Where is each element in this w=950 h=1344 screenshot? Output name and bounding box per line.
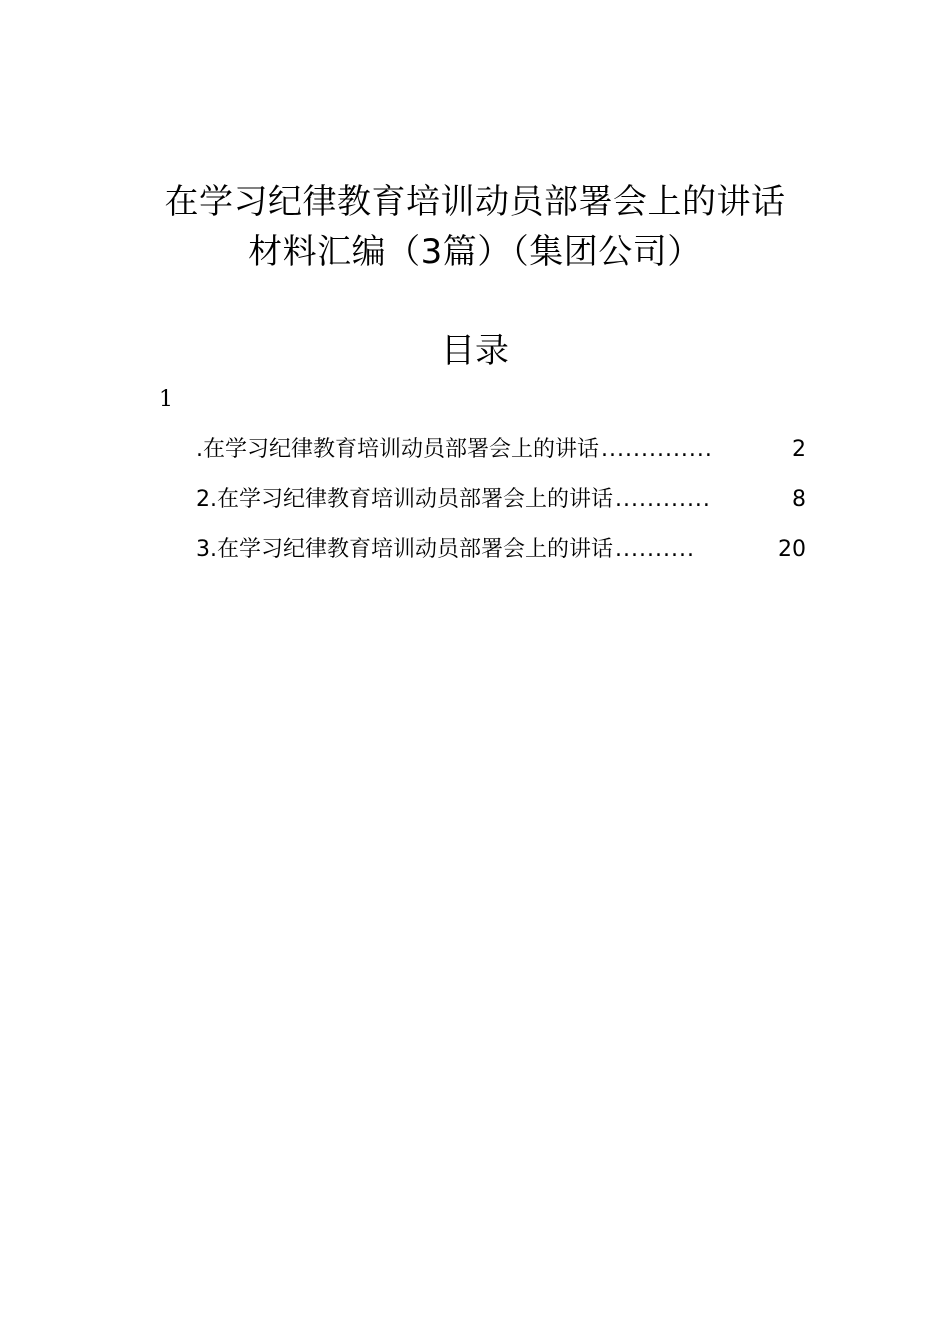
document-title [0,178,950,276]
toc-item-3[interactable] [196,528,806,578]
toc-leader-dots: .............. [601,437,713,462]
toc-page-number: 8 [792,487,806,512]
toc-leader-dots: ............ [615,487,711,512]
toc-item-2[interactable] [196,478,806,528]
toc-page-number: 20 [778,537,806,562]
stray-number: 1 [159,387,173,412]
toc-item-title: .在学习纪律教育培训动员部署会上的讲话 [196,437,599,462]
title-line-2: 材料汇编（3篇）（集团公司） [248,232,702,272]
toc-page-number: 2 [792,437,806,462]
toc-heading: 目录 [441,331,509,371]
toc-item-1[interactable] [196,428,806,478]
table-of-contents [196,428,806,578]
toc-item-title: 2.在学习纪律教育培训动员部署会上的讲话 [196,487,613,512]
toc-item-title: 3.在学习纪律教育培训动员部署会上的讲话 [196,537,613,562]
title-line-1: 在学习纪律教育培训动员部署会上的讲话 [164,182,786,222]
toc-leader-dots: .......... [615,537,695,562]
